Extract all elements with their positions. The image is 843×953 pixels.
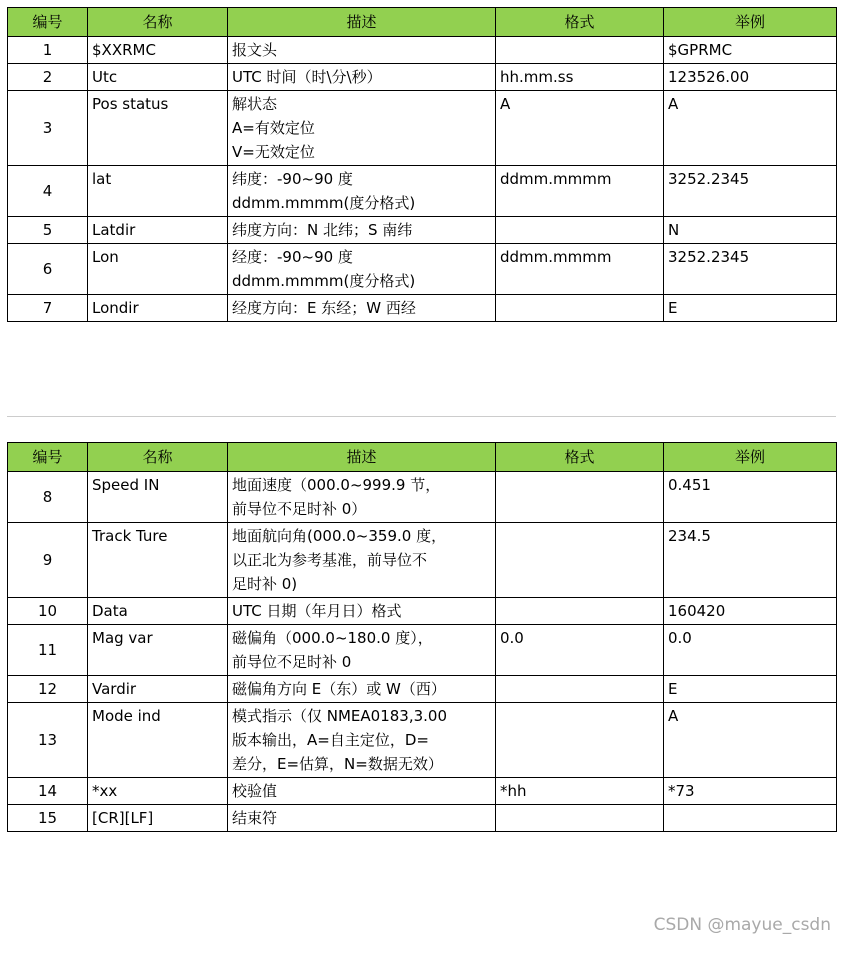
field-name: Latdir [88, 217, 228, 244]
field-name: Londir [88, 295, 228, 322]
field-example: E [664, 295, 837, 322]
table-row [8, 64, 837, 91]
field-example: A [664, 703, 837, 778]
field-example: E [664, 676, 837, 703]
field-description [228, 703, 496, 778]
column-header: 举例 [664, 443, 837, 472]
description-line: UTC 时间（时\分\秒） [232, 68, 382, 86]
field-format [496, 703, 664, 778]
row-number: 6 [8, 244, 88, 295]
column-header: 格式 [496, 443, 664, 472]
description-line: 足时补 0) [232, 575, 298, 593]
field-description [228, 91, 496, 166]
description-line: 地面航向角(000.0~359.0 度， [232, 527, 447, 545]
field-name: Mode ind [88, 703, 228, 778]
field-example: 0.0 [664, 625, 837, 676]
field-format: ddmm.mmmm [496, 166, 664, 217]
page-break [7, 416, 836, 427]
field-example: N [664, 217, 837, 244]
description-line: 经度方向：E 东经；W 西经 [232, 299, 416, 317]
field-example: A [664, 91, 837, 166]
description-line: 结束符 [232, 809, 278, 827]
field-format [496, 472, 664, 523]
field-example: $GPRMC [664, 37, 837, 64]
table-row [8, 295, 837, 322]
description-line: 磁偏角方向 E（东）或 W（西） [232, 680, 446, 698]
row-number: 3 [8, 91, 88, 166]
description-line: 版本输出，A=自主定位，D= [232, 731, 429, 749]
nmea-table-1 [7, 7, 837, 322]
field-format [496, 598, 664, 625]
field-name: Utc [88, 64, 228, 91]
column-header: 编号 [8, 8, 88, 37]
table-row [8, 703, 837, 778]
field-format [496, 676, 664, 703]
field-name: lat [88, 166, 228, 217]
table-row [8, 166, 837, 217]
table-row [8, 598, 837, 625]
row-number: 14 [8, 778, 88, 805]
description-line: 以正北为参考基准，前导位不 [232, 551, 428, 569]
row-number: 5 [8, 217, 88, 244]
table-row [8, 676, 837, 703]
description-line: 前导位不足时补 0 [232, 653, 352, 671]
header-row [8, 8, 837, 37]
description-line: 差分，E=估算，N=数据无效） [232, 755, 443, 773]
field-name: *xx [88, 778, 228, 805]
field-name: Track Ture [88, 523, 228, 598]
row-number: 12 [8, 676, 88, 703]
field-description [228, 64, 496, 91]
field-example: 234.5 [664, 523, 837, 598]
description-line: 磁偏角（000.0~180.0 度）， [232, 629, 433, 647]
field-format [496, 523, 664, 598]
table-row [8, 244, 837, 295]
row-number: 11 [8, 625, 88, 676]
row-number: 1 [8, 37, 88, 64]
field-name: Speed IN [88, 472, 228, 523]
field-format [496, 37, 664, 64]
row-number: 10 [8, 598, 88, 625]
field-description [228, 37, 496, 64]
column-header: 举例 [664, 8, 837, 37]
field-example: 0.451 [664, 472, 837, 523]
table-row [8, 778, 837, 805]
description-line: UTC 日期（年月日）格式 [232, 602, 402, 620]
row-number: 8 [8, 472, 88, 523]
row-number: 4 [8, 166, 88, 217]
field-description [228, 523, 496, 598]
field-description [228, 598, 496, 625]
row-number: 9 [8, 523, 88, 598]
description-line: A=有效定位 [232, 119, 315, 137]
description-line: 模式指示（仅 NMEA0183,3.00 [232, 707, 448, 725]
field-description [228, 166, 496, 217]
field-format: 0.0 [496, 625, 664, 676]
column-header: 格式 [496, 8, 664, 37]
field-description [228, 778, 496, 805]
field-description [228, 472, 496, 523]
field-format: A [496, 91, 664, 166]
field-description [228, 805, 496, 832]
column-header: 描述 [228, 443, 496, 472]
description-line: 前导位不足时补 0） [232, 500, 367, 518]
field-format [496, 295, 664, 322]
field-format [496, 217, 664, 244]
table-row [8, 91, 837, 166]
column-header: 描述 [228, 8, 496, 37]
column-header: 名称 [88, 443, 228, 472]
field-name: $XXRMC [88, 37, 228, 64]
row-number: 13 [8, 703, 88, 778]
field-name: Vardir [88, 676, 228, 703]
column-header: 编号 [8, 443, 88, 472]
field-name: Data [88, 598, 228, 625]
table-row [8, 472, 837, 523]
field-format: *hh [496, 778, 664, 805]
field-name: [CR][LF] [88, 805, 228, 832]
description-line: V=无效定位 [232, 143, 315, 161]
field-description [228, 625, 496, 676]
table-row [8, 625, 837, 676]
field-format [496, 805, 664, 832]
row-number: 7 [8, 295, 88, 322]
field-format: ddmm.mmmm [496, 244, 664, 295]
table-row [8, 217, 837, 244]
row-number: 15 [8, 805, 88, 832]
field-example [664, 805, 837, 832]
field-example: 3252.2345 [664, 166, 837, 217]
description-line: 解状态 [232, 95, 278, 113]
field-name: Mag var [88, 625, 228, 676]
field-name: Pos status [88, 91, 228, 166]
field-format: hh.mm.ss [496, 64, 664, 91]
description-line: 纬度方向：N 北纬；S 南纬 [232, 221, 413, 239]
description-line: ddmm.mmmm(度分格式) [232, 194, 416, 212]
field-description [228, 676, 496, 703]
description-line: ddmm.mmmm(度分格式) [232, 272, 416, 290]
field-example: *73 [664, 778, 837, 805]
row-number: 2 [8, 64, 88, 91]
description-line: 校验值 [232, 782, 278, 800]
header-row [8, 443, 837, 472]
column-header: 名称 [88, 8, 228, 37]
field-example: 3252.2345 [664, 244, 837, 295]
table-row [8, 523, 837, 598]
field-description [228, 295, 496, 322]
description-line: 地面速度（000.0~999.9 节， [232, 476, 441, 494]
field-example: 160420 [664, 598, 837, 625]
description-line: 纬度：-90~90 度 [232, 170, 353, 188]
description-line: 经度：-90~90 度 [232, 248, 353, 266]
field-example: 123526.00 [664, 64, 837, 91]
field-description [228, 244, 496, 295]
field-description [228, 217, 496, 244]
description-line: 报文头 [232, 41, 278, 59]
table-row [8, 37, 837, 64]
field-name: Lon [88, 244, 228, 295]
nmea-table-2 [7, 442, 837, 832]
table-row [8, 805, 837, 832]
watermark: CSDN @mayue_csdn [653, 915, 831, 935]
